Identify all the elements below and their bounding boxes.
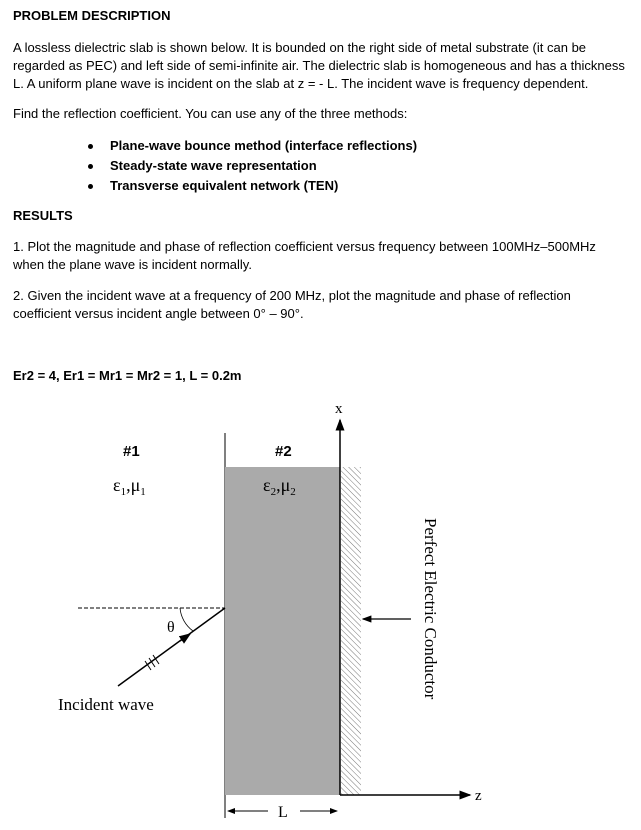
parameters: Er2 = 4, Er1 = Mr1 = Mr2 = 1, L = 0.2m (13, 368, 242, 383)
results-heading: RESULTS (13, 208, 73, 223)
problem-text-line: regarded as PEC) and left side of semi-infinite air. The dielectric slab is homogeneous and has a thickness (13, 58, 625, 73)
theta-label: θ (167, 619, 175, 636)
results-item2-line: 2. Given the incident wave at a frequency of 200 MHz, plot the magnitude and phase of reflection (13, 288, 571, 303)
method-item: Steady-state wave representation (84, 156, 417, 176)
thickness-label: L (278, 804, 288, 821)
region2-params: $\varepsilon_2,\mu_2$ (263, 475, 296, 498)
method-item: Transverse equivalent network (TEN) (84, 176, 417, 196)
problem-heading: PROBLEM DESCRIPTION (13, 8, 171, 23)
angle-arc (180, 608, 193, 631)
method-item: Plane-wave bounce method (interface reflections) (84, 136, 417, 156)
x-axis-label: x (335, 401, 343, 417)
pec-hatching (341, 467, 361, 795)
z-axis-label: z (475, 788, 482, 804)
results-item1-line: 1. Plot the magnitude and phase of reflection coefficient versus frequency between 100MHz–500MHz (13, 239, 596, 254)
problem-text-line: L. A uniform plane wave is incident on the slab at z = - L. The incident wave is frequency dependent. (13, 76, 589, 91)
region2-label: #2 (275, 443, 292, 460)
results-item2-line: coefficient versus incident angle between 0° – 90°. (13, 306, 304, 321)
results-item1-line: when the plane wave is incident normally. (13, 257, 252, 272)
region1-label: #1 (123, 443, 140, 460)
dielectric-slab (225, 467, 340, 795)
pec-label: Perfect Electric Conductor (421, 518, 440, 700)
problem-methods-intro: Find the reflection coefficient. You can use any of the three methods: (13, 106, 408, 121)
incident-wave-label: Incident wave (58, 695, 154, 714)
problem-text-line: A lossless dielectric slab is shown below. It is bounded on the right side of metal substrate (it can be (13, 40, 587, 55)
incident-arrow (180, 634, 190, 641)
region1-params: $\varepsilon_1,\mu_1$ (113, 475, 146, 498)
